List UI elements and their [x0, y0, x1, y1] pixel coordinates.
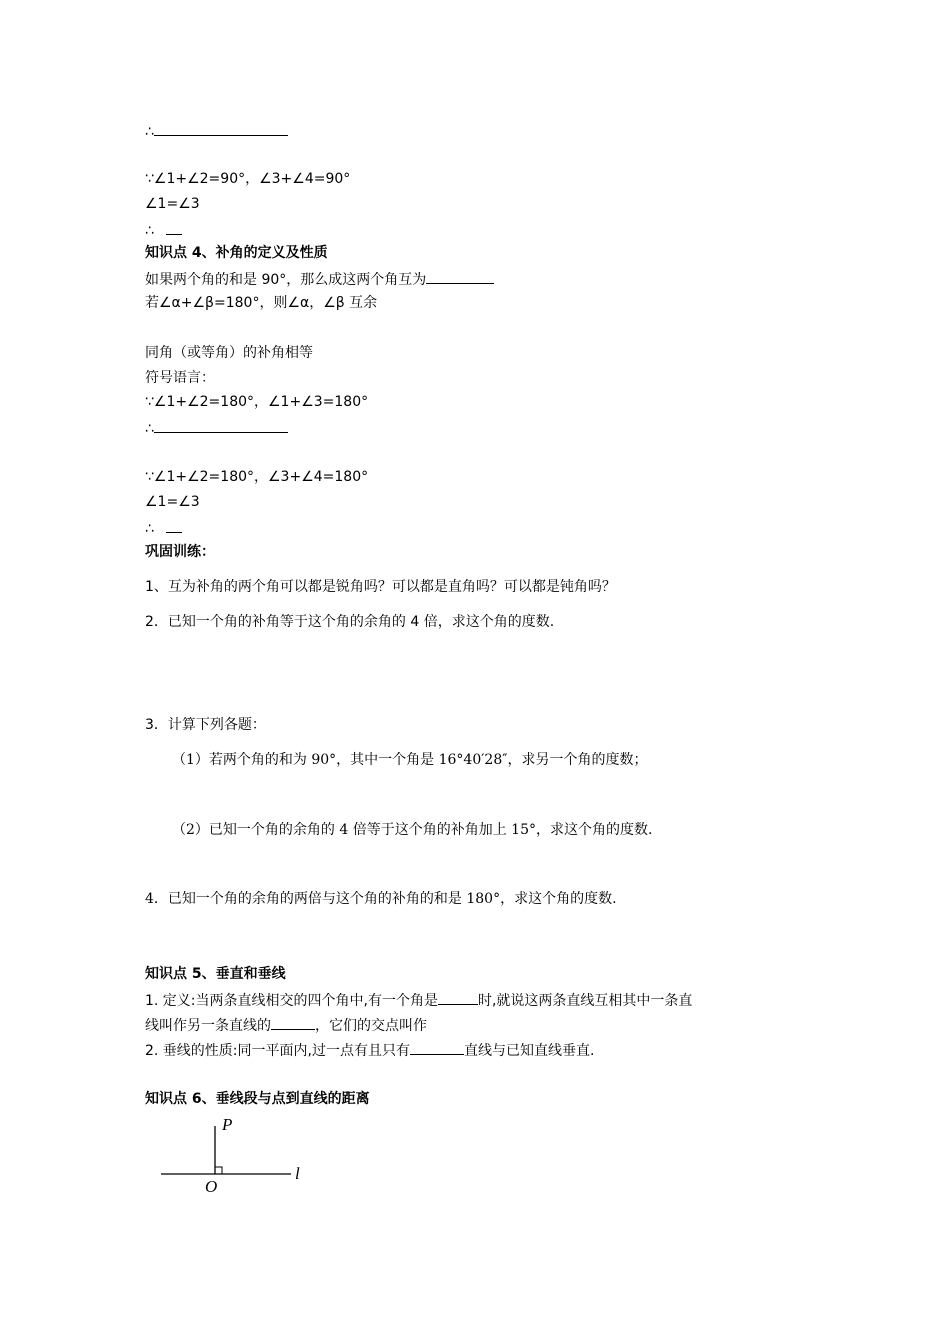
symbol-language-label: 符号语言： [145, 370, 215, 386]
answer-blank[interactable] [410, 1039, 464, 1055]
definition-text: 1. 定义:当两条直线相交的四个角中,有一个角是 [145, 993, 438, 1009]
supplement-definition [145, 268, 494, 290]
definition-text: 线叫作另一条直线的 [145, 1018, 271, 1034]
definition-text: ，它们的交点叫作 [315, 1018, 427, 1034]
therefore-symbol: ∴ [145, 223, 154, 239]
answer-blank[interactable] [426, 268, 494, 284]
therefore-symbol: ∴ [145, 421, 154, 437]
perpendicular-figure [155, 1114, 325, 1198]
practice-question-4: 4．已知一个角的余角的两倍与这个角的补角的和是 180°，求这个角的度数. [145, 891, 617, 907]
supplement-property: 同角（或等角）的补角相等 [145, 345, 313, 361]
equal-line: ∠1=∠3 [145, 494, 200, 510]
therefore-line-2 [145, 219, 182, 241]
given-line: ∵∠1+∠2=180°，∠3+∠4=180° [145, 469, 369, 485]
perpendicular-definition [145, 989, 692, 1011]
therefore-symbol: ∴ [145, 124, 154, 140]
answer-blank[interactable] [166, 219, 182, 235]
section-heading-4: 知识点 4、补角的定义及性质 [145, 245, 328, 261]
equal-line: ∠1=∠3 [145, 196, 200, 212]
therefore-symbol: ∴ [145, 521, 154, 537]
property-text: 2. 垂线的性质:同一平面内,过一点有且只有 [145, 1043, 410, 1059]
answer-blank[interactable] [154, 417, 288, 433]
section-heading-5: 知识点 5、垂直和垂线 [145, 966, 286, 982]
answer-blank[interactable] [438, 989, 478, 1005]
section-heading-6: 知识点 6、垂线段与点到直线的距离 [145, 1091, 370, 1107]
supplement-example: 若∠α+∠β=180°，则∠α，∠β 互余 [145, 295, 378, 311]
label-o: O [205, 1177, 218, 1196]
practice-question-2: 2．已知一个角的补角等于这个角的余角的 4 倍，求这个角的度数. [145, 614, 555, 630]
answer-blank[interactable] [166, 517, 182, 533]
practice-heading: 巩固训练： [145, 544, 215, 560]
practice-question-3-2: （2）已知一个角的余角的 4 倍等于这个角的补角加上 15°，求这个角的度数. [172, 822, 653, 838]
perpendicular-property [145, 1039, 594, 1061]
perpendicular-definition-cont [145, 1014, 427, 1036]
answer-blank[interactable] [271, 1014, 315, 1030]
given-line: ∵∠1+∠2=90°，∠3+∠4=90° [145, 171, 351, 187]
right-angle-mark [215, 1167, 222, 1174]
definition-text: 时,就说这两条直线互相其中一条直 [477, 993, 693, 1009]
therefore-line-4 [145, 517, 182, 539]
definition-text: 如果两个角的和是 90°，那么成这两个角互为 [145, 272, 427, 288]
label-l: l [295, 1164, 300, 1183]
property-text: 直线与已知直线垂直. [463, 1043, 595, 1059]
answer-blank[interactable] [154, 120, 288, 136]
label-p: P [222, 1115, 233, 1134]
practice-question-3: 3．计算下列各题： [145, 717, 266, 733]
therefore-line-1 [145, 120, 288, 142]
given-line: ∵∠1+∠2=180°，∠1+∠3=180° [145, 394, 369, 410]
practice-question-3-1: （1）若两个角的和为 90°，其中一个角是 16°40′28″，求另一个角的度数； [172, 752, 648, 768]
therefore-line-3 [145, 417, 288, 439]
practice-question-1: 1、互为补角的两个角可以都是锐角吗？可以都是直角吗？可以都是钝角吗？ [145, 579, 616, 595]
